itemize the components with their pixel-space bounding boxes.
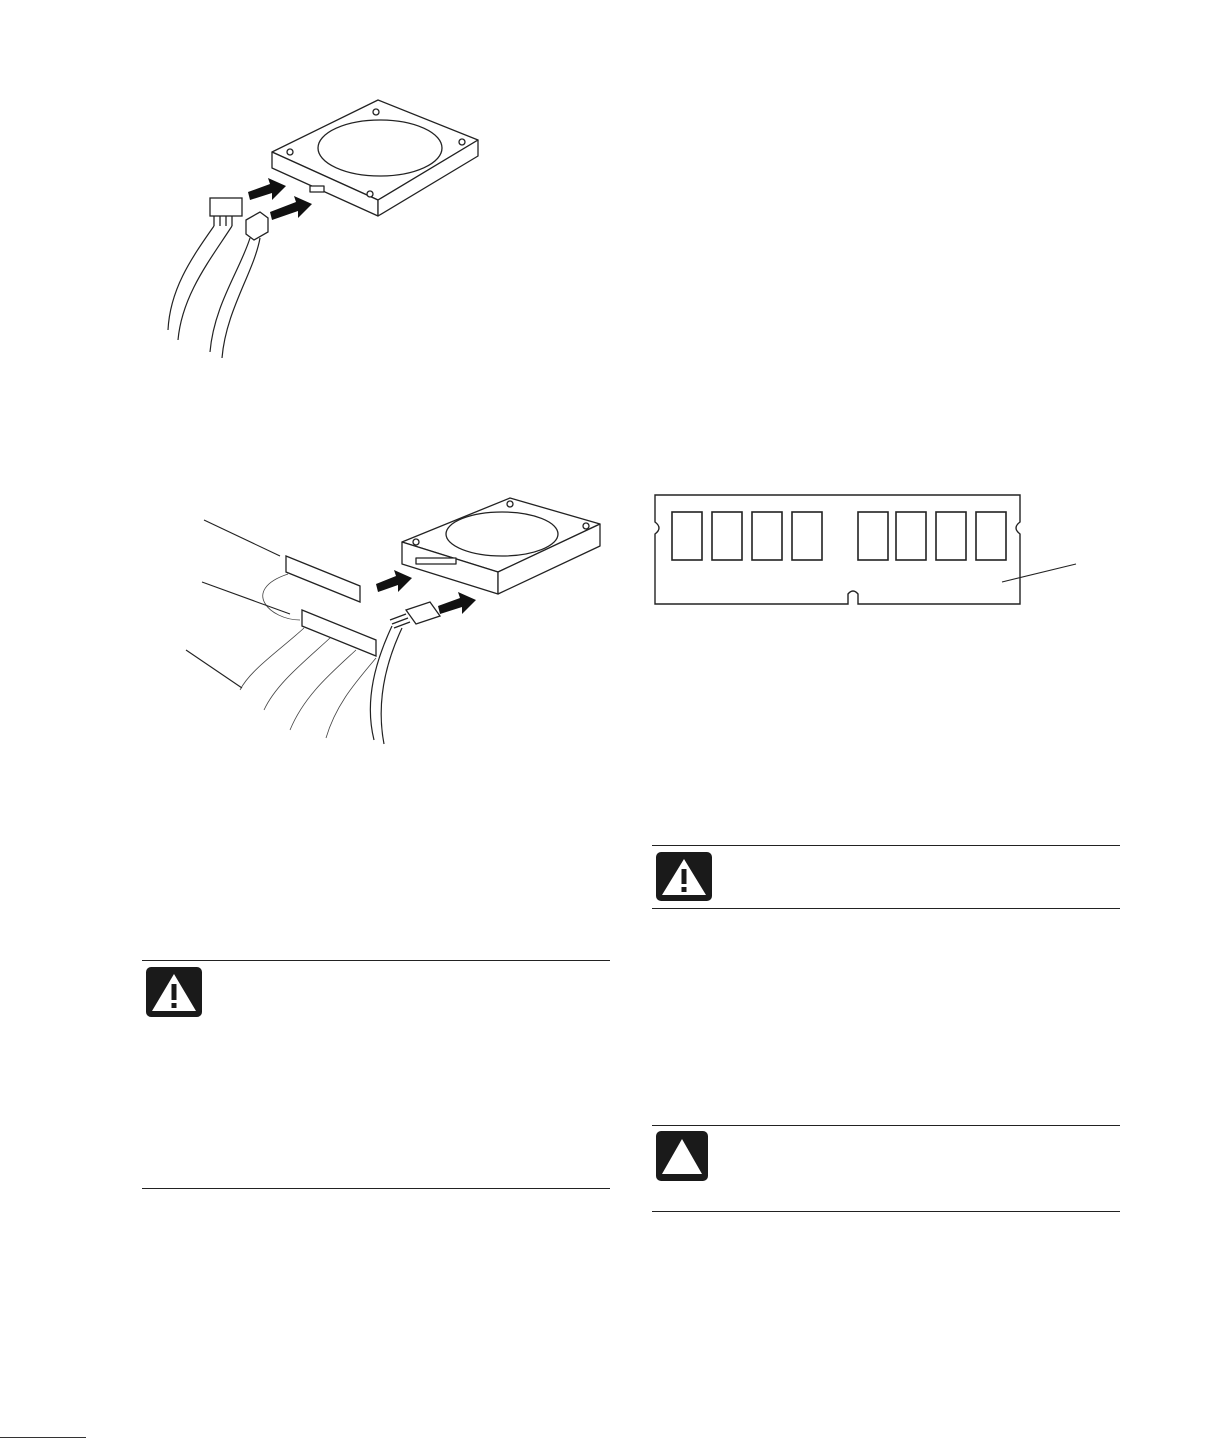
caution-icon xyxy=(656,1131,708,1181)
footer-rule xyxy=(0,1437,86,1438)
ide-hard-drive-figure xyxy=(180,490,620,750)
notice-bottom-rule xyxy=(652,908,1120,909)
memory-module-figure xyxy=(650,490,1090,620)
warning-icon xyxy=(146,967,202,1017)
notice-bottom-rule xyxy=(652,1211,1120,1212)
warning-icon xyxy=(656,852,712,901)
notice-top-rule xyxy=(142,960,610,961)
sata-hard-drive-figure xyxy=(150,90,490,370)
notice-top-rule xyxy=(652,1125,1120,1126)
notice-top-rule xyxy=(652,845,1120,846)
notice-bottom-rule xyxy=(142,1188,610,1189)
